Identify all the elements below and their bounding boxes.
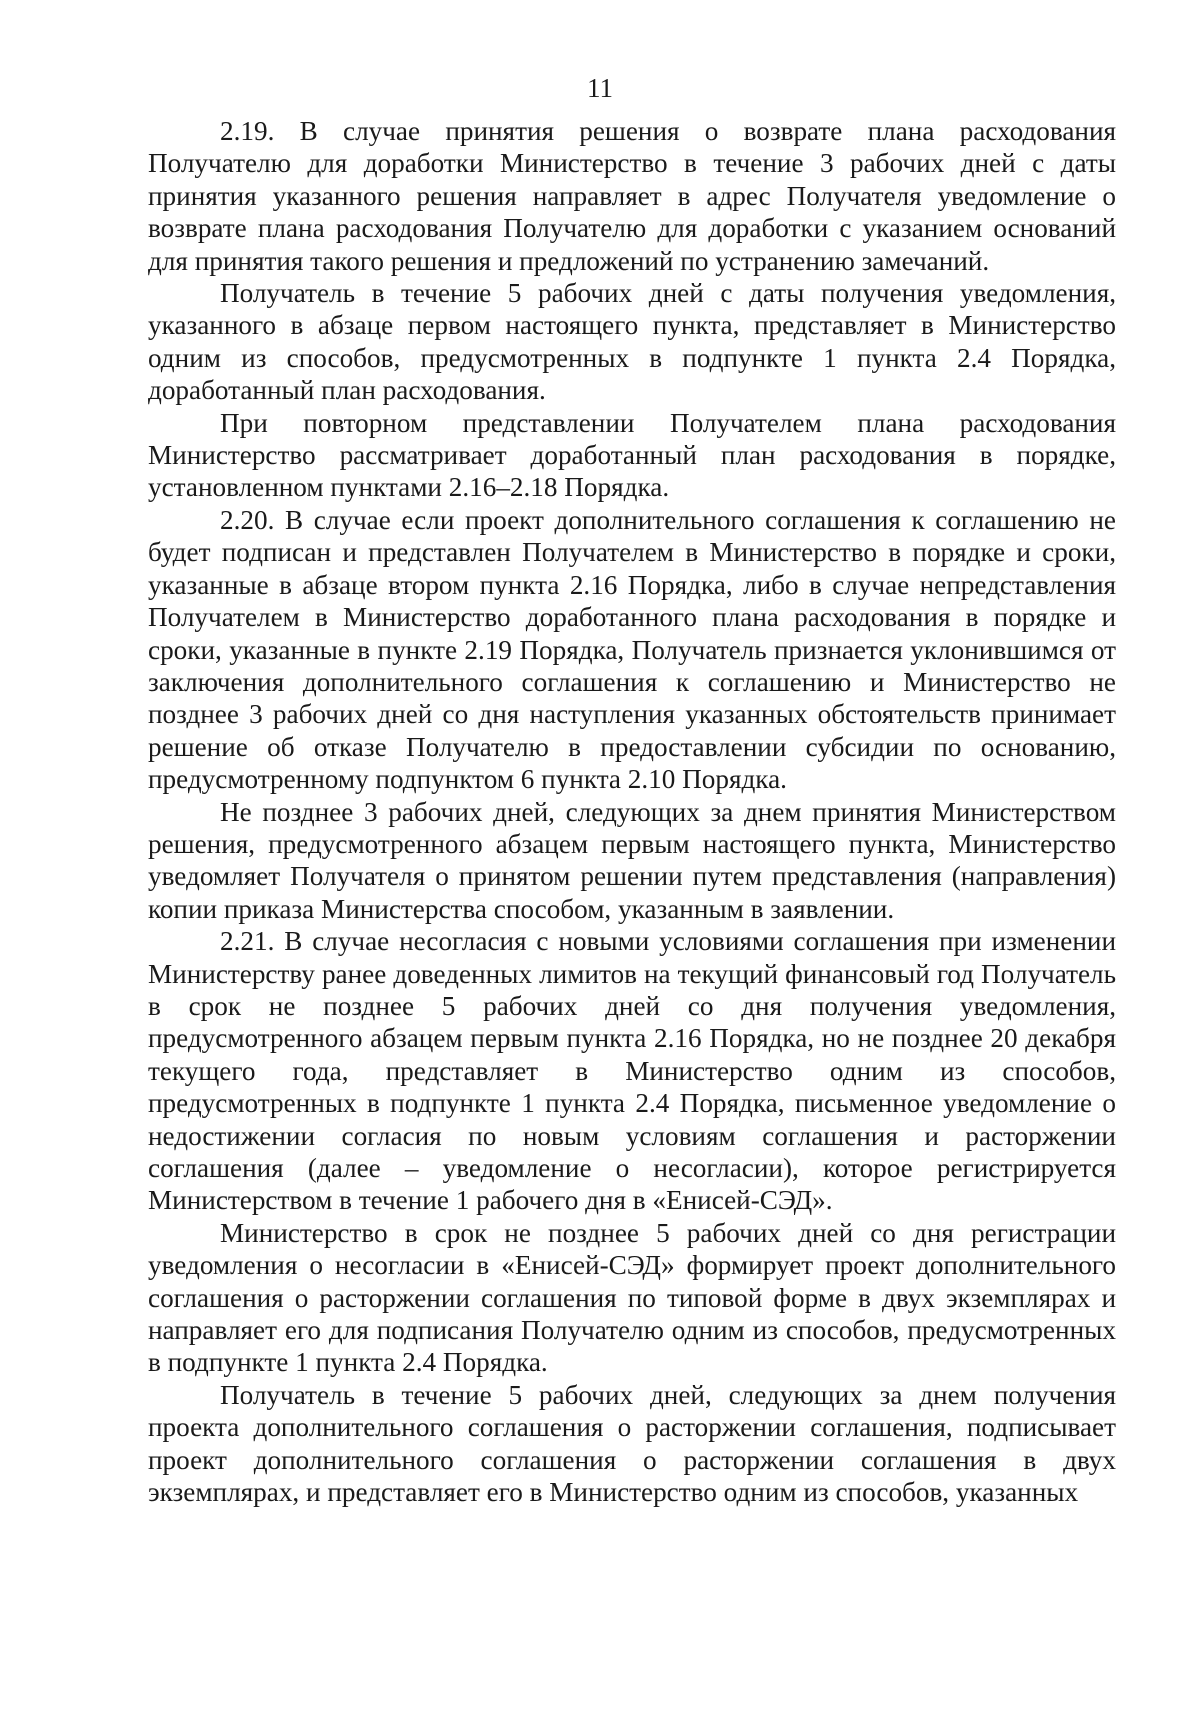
paragraph-2-21: 2.21. В случае несогласия с новыми условиями соглашения при изменении Министерству ранее доведенных лимитов на текущий финансовый год Получатель в срок не позднее 5 рабочих дней со дня получения уведомления, предусмотренного абзацем первым пункта 2.16 Порядка, но не позднее 20 декабря текущего года, представляет в Министерство одним из способов, предусмотренных в подпункте 1 пункта 2.4 Порядка, письменное уведомление о недостижении согласия по новым условиям соглашения и расторжении соглашения (далее – уведомление о несогласии), которое регистрируется Министерством в течение 1 рабочего дня в «Енисей-СЭД».	[148, 926, 1116, 1216]
paragraph-2-21-recipient: Получатель в течение 5 рабочих дней, следующих за днем получения проекта дополнительного соглашения о расторжении соглашения, подписывает проект дополнительного соглашения о расторжении соглашения в двух экземплярах, и представляет его в Министерство одним из способов, указанных	[148, 1379, 1116, 1508]
paragraph-2-20-notification: Не позднее 3 рабочих дней, следующих за днем принятия Министерством решения, предусмотренного абзацем первым настоящего пункта, Министерство уведомляет Получателя о принятом решении путем представления (направления) копии приказа Министерства способом, указанным в заявлении.	[148, 796, 1116, 924]
page-number: 11	[587, 73, 613, 103]
paragraph-2-21-ministry: Министерство в срок не позднее 5 рабочих дней со дня регистрации уведомления о несогласии в «Енисей-СЭД» формирует проект дополнительного соглашения о расторжении соглашения по типовой форме в двух экземплярах и направляет его для подписания Получателю одним из способов, предусмотренных в подпункте 1 пункта 2.4 Порядка.	[148, 1217, 1116, 1378]
paragraph-2-20: 2.20. В случае если проект дополнительного соглашения к соглашению не будет подписан и представлен Получателем в Министерство в порядке и сроки, указанные в абзаце втором пункта 2.16 Порядка, либо в случае непредставления Получателем в Министерство доработанного плана расходования в порядке и сроки, указанные в пункте 2.19 Порядка, Получатель признается уклонившимся от заключения дополнительного соглашения к соглашению и Министерство не позднее 3 рабочих дней со дня наступления указанных обстоятельств принимает решение об отказе Получателю в предоставлении субсидии по основанию, предусмотренному подпунктом 6 пункта 2.10 Порядка.	[148, 504, 1116, 795]
paragraph-2-19: 2.19. В случае принятия решения о возврате плана расходования Получателю для доработки Министерство в течение 3 рабочих дней с даты принятия указанного решения направляет в адрес Получателя уведомление о возврате плана расходования Получателю для доработки с указанием оснований для принятия такого решения и предложений по устранению замечаний.	[148, 116, 1116, 276]
paragraph-2-19-recipient: Получатель в течение 5 рабочих дней с даты получения уведомления, указанного в абзаце первом настоящего пункта, представляет в Министерство одним из способов, предусмотренных в подпункте 1 пункта 2.4 Порядка, доработанный план расходования.	[148, 278, 1116, 406]
paragraph-2-19-resubmission: При повторном представлении Получателем плана расходования Министерство рассматривает доработанный план расходования в порядке, установленном пунктами 2.16–2.18 Порядка.	[148, 407, 1116, 503]
document-body	[148, 115, 1116, 1508]
